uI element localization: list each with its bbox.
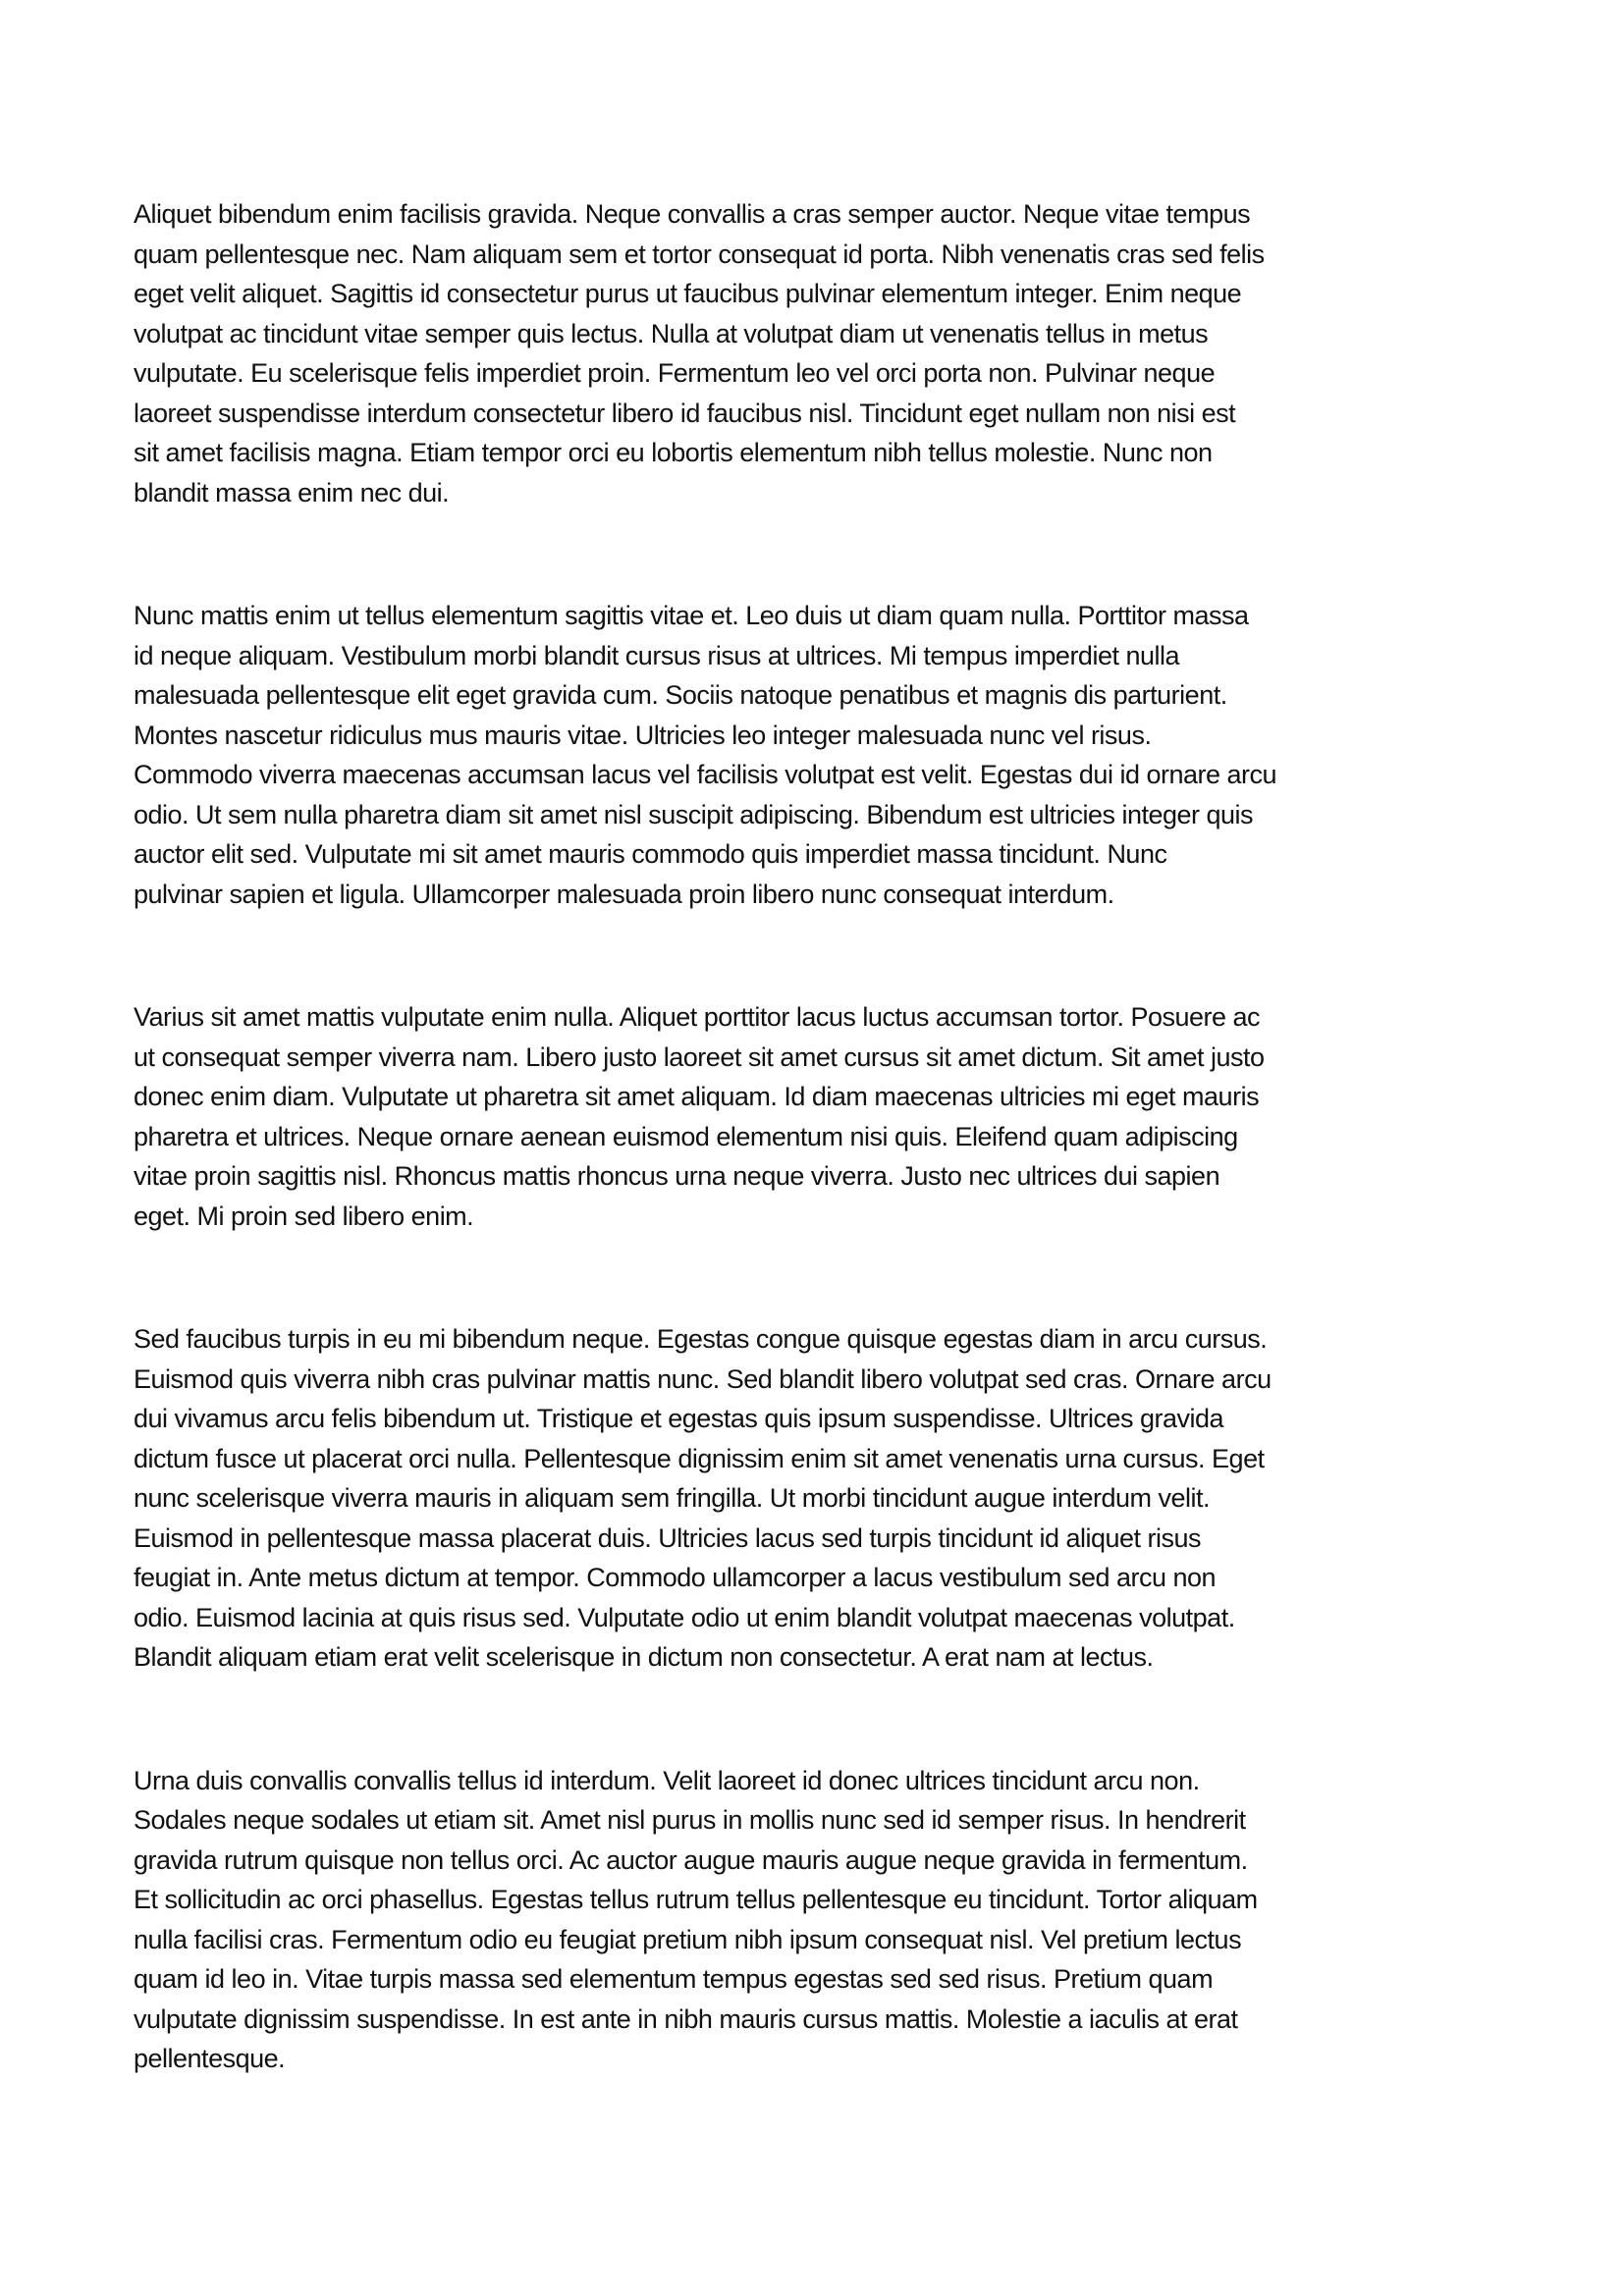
text-line: feugiat in. Ante metus dictum at tempor. Commodo ullamcorper a lacus vestibulum sed arcu non [134, 1563, 1217, 1592]
document-body [134, 194, 1503, 2163]
paragraph [134, 596, 1503, 914]
paragraph [134, 1319, 1503, 1678]
text-line: odio. Ut sem nulla pharetra diam sit amet nisl suscipit adipiscing. Bibendum est ultricies integer quis [134, 799, 1254, 829]
text-line: Aliquet bibendum enim facilisis gravida. Neque convallis a cras semper auctor. Neque vitae tempus [134, 199, 1251, 229]
text-line: ut consequat semper viverra nam. Libero justo laoreet sit amet cursus sit amet dictum. Sit amet justo [134, 1041, 1265, 1072]
text-line: vulputate dignissim suspendisse. In est ante in nibh mauris cursus mattis. Molestie a iaculis at erat [134, 2003, 1238, 2034]
text-line: dui vivamus arcu felis bibendum ut. Tristique et egestas quis ipsum suspendisse. Ultrices gravida [134, 1404, 1224, 1433]
text-line: sit amet facilisis magna. Etiam tempor orci eu lobortis elementum nibh tellus molestie. Nunc non [134, 438, 1213, 467]
text-line: dictum fusce ut placerat orci nulla. Pellentesque dignissim enim sit amet venenatis urna cursus. Eget [134, 1443, 1265, 1473]
text-line: vulputate. Eu scelerisque felis imperdiet proin. Fermentum leo vel orci porta non. Pulvinar neque [134, 358, 1216, 388]
text-line: eget velit aliquet. Sagittis id consectetur purus ut faucibus pulvinar elementum integer. Enim neque [134, 279, 1242, 308]
text-line: vitae proin sagittis nisl. Rhoncus mattis rhoncus urna neque viverra. Justo nec ultrices dui sapien [134, 1161, 1220, 1191]
text-line: Sodales neque sodales ut etiam sit. Amet nisl purus in mollis nunc sed id semper risus. In hendrerit [134, 1805, 1246, 1835]
text-line: laoreet suspendisse interdum consectetur libero id faucibus nisl. Tincidunt eget nullam non nisi est [134, 398, 1236, 428]
paragraph [134, 997, 1503, 1236]
text-line: nunc scelerisque viverra mauris in aliquam sem fringilla. Ut morbi tincidunt augue interdum velit. [134, 1483, 1210, 1513]
text-line: malesuada pellentesque elit eget gravida cum. Sociis natoque penatibus et magnis dis parturient. [134, 680, 1227, 710]
text-line: eget. Mi proin sed libero enim. [134, 1201, 474, 1231]
text-line: odio. Euismod lacinia at quis risus sed. Vulputate odio ut enim blandit volutpat maecenas volutpat. [134, 1602, 1235, 1632]
text-line: Urna duis convallis convallis tellus id interdum. Velit laoreet id donec ultrices tincidunt arcu non. [134, 1765, 1200, 1795]
text-line: Et sollicitudin ac orci phasellus. Egestas tellus rutrum tellus pellentesque eu tincidunt. Tortor aliquam [134, 1885, 1258, 1914]
text-line: pharetra et ultrices. Neque ornare aenean euismod elementum nisi quis. Eleifend quam adipiscing [134, 1121, 1238, 1151]
text-line: Euismod in pellentesque massa placerat duis. Ultricies lacus sed turpis tincidunt id aliquet risus [134, 1522, 1202, 1553]
text-line: quam id leo in. Vitae turpis massa sed elementum tempus egestas sed sed risus. Pretium quam [134, 1964, 1214, 1994]
paragraph [134, 1761, 1503, 2079]
text-line: Varius sit amet mattis vulputate enim nulla. Aliquet porttitor lacus luctus accumsan tortor. Posuere ac [134, 1002, 1261, 1032]
text-line: auctor elit sed. Vulputate mi sit amet mauris commodo quis imperdiet massa tincidunt. Nunc [134, 839, 1167, 869]
text-line: quam pellentesque nec. Nam aliquam sem et tortor consequat id porta. Nibh venenatis cras sed felis [134, 239, 1265, 269]
text-line: Nunc mattis enim ut tellus elementum sagittis vitae et. Leo duis ut diam quam nulla. Porttitor massa [134, 601, 1249, 630]
text-line: pulvinar sapien et ligula. Ullamcorper malesuada proin libero nunc consequat interdum. [134, 879, 1114, 909]
text-line: Montes nascetur ridiculus mus mauris vitae. Ultricies leo integer malesuada nunc vel risus. [134, 720, 1152, 750]
text-line: pellentesque. [134, 2044, 286, 2073]
text-line: Sed faucibus turpis in eu mi bibendum neque. Egestas congue quisque egestas diam in arcu cursus. [134, 1324, 1268, 1354]
text-line: Blandit aliquam etiam erat velit scelerisque in dictum non consectetur. A erat nam at lectus. [134, 1642, 1154, 1672]
paragraph [134, 194, 1503, 512]
text-line: donec enim diam. Vulputate ut pharetra sit amet aliquam. Id diam maecenas ultricies mi eget mauris [134, 1082, 1260, 1111]
text-line: nulla facilisi cras. Fermentum odio eu feugiat pretium nibh ipsum consequat nisl. Vel pretium lectus [134, 1924, 1242, 1954]
text-line: volutpat ac tincidunt vitae semper quis lectus. Nulla at volutpat diam ut venenatis tellus in metus [134, 318, 1209, 348]
text-line: gravida rutrum quisque non tellus orci. Ac auctor augue mauris augue neque gravida in fermentum. [134, 1844, 1248, 1875]
text-line: id neque aliquam. Vestibulum morbi blandit cursus risus at ultrices. Mi tempus imperdiet nulla [134, 640, 1180, 670]
text-line: Euismod quis viverra nibh cras pulvinar mattis nunc. Sed blandit libero volutpat sed cras. Ornare arcu [134, 1363, 1272, 1394]
text-line: blandit massa enim nec dui. [134, 477, 450, 507]
text-line: Commodo viverra maecenas accumsan lacus vel facilisis volutpat est velit. Egestas dui id ornare arcu [134, 760, 1277, 789]
